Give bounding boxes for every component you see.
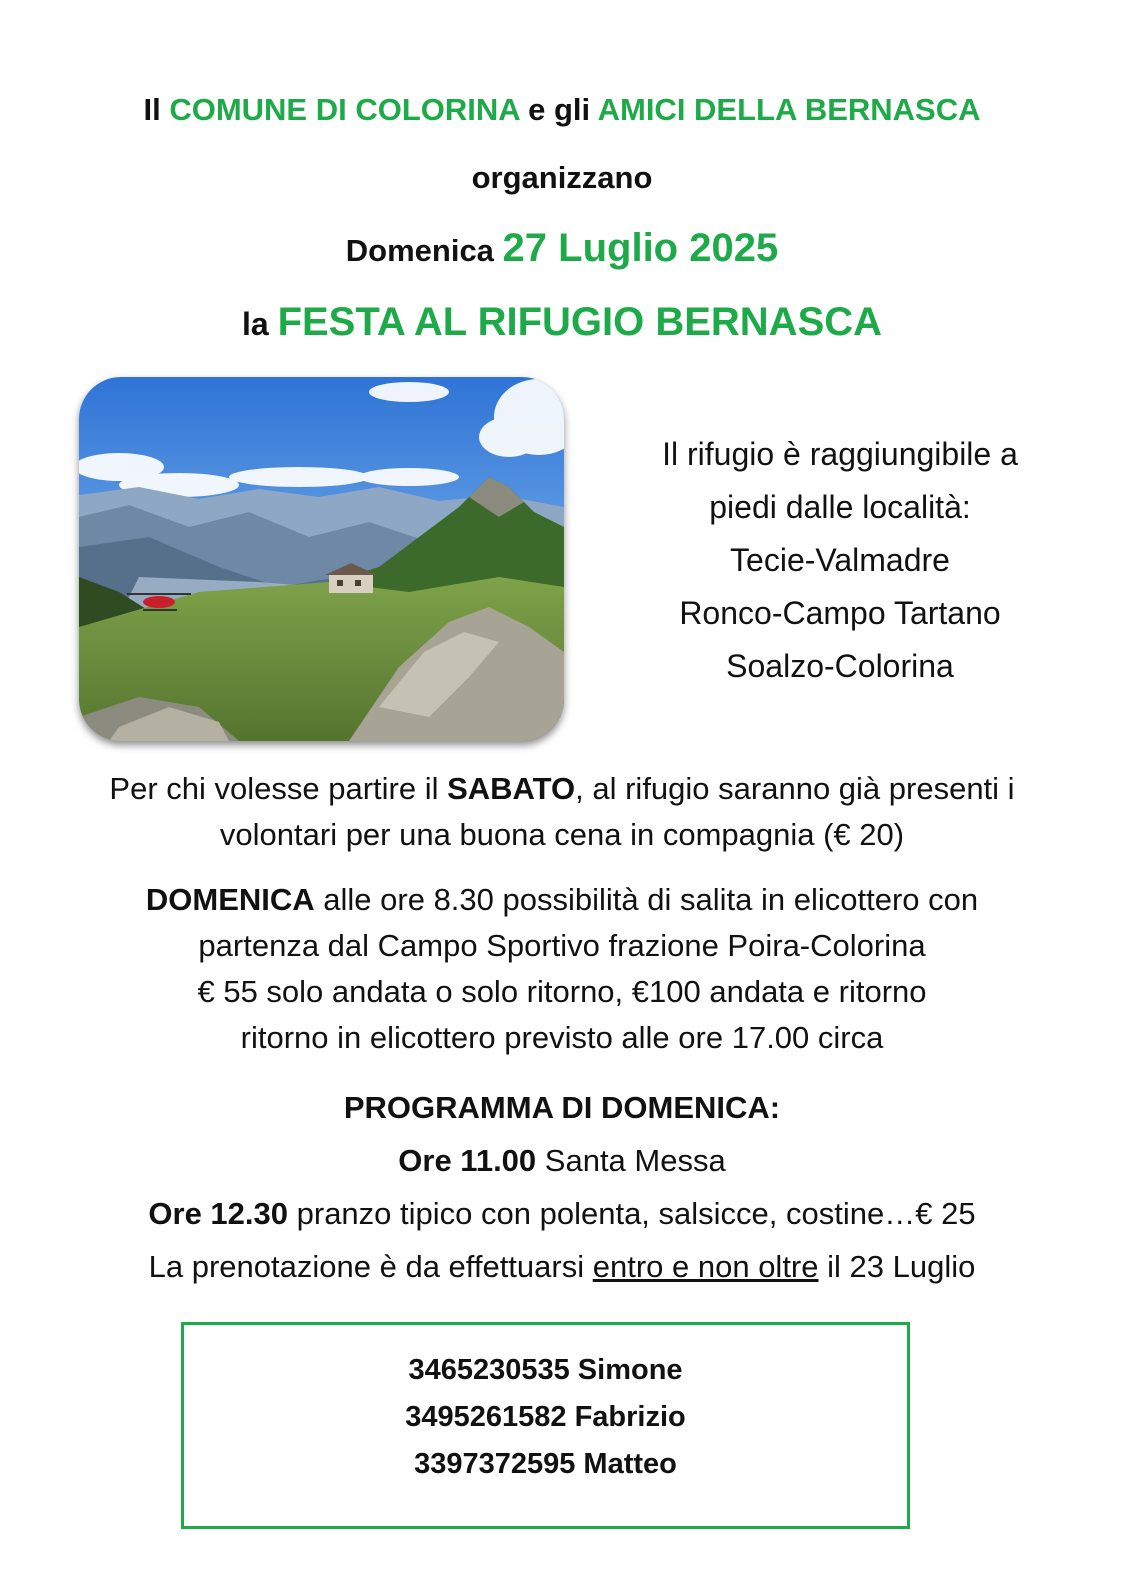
saturday-info [0,766,1124,858]
booking-text: La prenotazione è da effettuarsi [148,1249,593,1284]
lunch-text: pranzo tipico con polenta, salsicce, costine…€ 25 [288,1196,976,1231]
saturday-text: , al rifugio saranno già presenti i [575,771,1015,806]
sunday-text: alle ore 8.30 possibilità di salita in elicottero con [314,882,979,917]
programme-lunch [0,1187,1124,1240]
booking-text: il 23 Luglio [818,1249,976,1284]
mass-text: Santa Messa [536,1143,726,1178]
organizers-conjunction: e gli [519,92,598,127]
sunday-line: partenza dal Campo Sportivo frazione Poira-Colorina [198,928,926,963]
sunday-line [0,877,1124,923]
event-weekday: Domenica [345,233,503,268]
organizers-line [0,92,1124,128]
comune-name: COMUNE DI COLORINA [169,92,520,127]
saturday-keyword: SABATO [447,771,576,806]
event-date-line [0,226,1124,271]
programme-mass [0,1134,1124,1187]
mountain-refuge-photo [79,377,564,741]
programme-title [0,1081,1124,1134]
access-info [600,428,1080,693]
mountain-landscape-illustration [79,377,564,741]
programme [0,1081,1124,1293]
sunday-line: ritorno in elicottero previsto alle ore 17.00 circa [240,1020,884,1055]
access-location: Soalzo-Colorina [726,648,954,684]
mass-time: Ore 11.00 [398,1143,537,1178]
contact-phone: 3465230535 Simone [408,1354,683,1386]
sunday-line: € 55 solo andata o solo ritorno, €100 andata e ritorno [197,974,927,1009]
amici-name: AMICI DELLA BERNASCA [597,92,981,127]
organizers-prefix: Il [143,92,170,127]
lunch-time: Ore 12.30 [148,1196,289,1231]
contact-phone: 3397372595 Matteo [414,1448,677,1480]
saturday-line [0,766,1124,812]
access-location: Tecie-Valmadre [730,542,950,578]
access-line: piedi dalle località: [709,489,971,525]
booking-deadline [0,1240,1124,1293]
contacts-box [181,1322,910,1529]
access-line: Il rifugio è raggiungibile a [662,436,1018,472]
sunday-keyword: DOMENICA [145,882,315,917]
event-title: FESTA AL RIFUGIO BERNASCA [277,300,883,344]
organize-verb: organizzano [471,160,653,195]
booking-emphasis: entro e non oltre [592,1249,819,1284]
saturday-line: volontari per una buona cena in compagnia (€ 20) [219,817,905,852]
event-date: 27 Luglio 2025 [502,226,779,270]
contact-phone: 3495261582 Fabrizio [405,1401,686,1433]
programme-title-text: PROGRAMMA DI DOMENICA: [343,1090,781,1125]
event-title-line [0,300,1124,345]
sunday-info [0,877,1124,1061]
saturday-text: Per chi volesse partire il [109,771,448,806]
access-location: Ronco-Campo Tartano [679,595,1001,631]
event-title-article: la [241,306,278,342]
